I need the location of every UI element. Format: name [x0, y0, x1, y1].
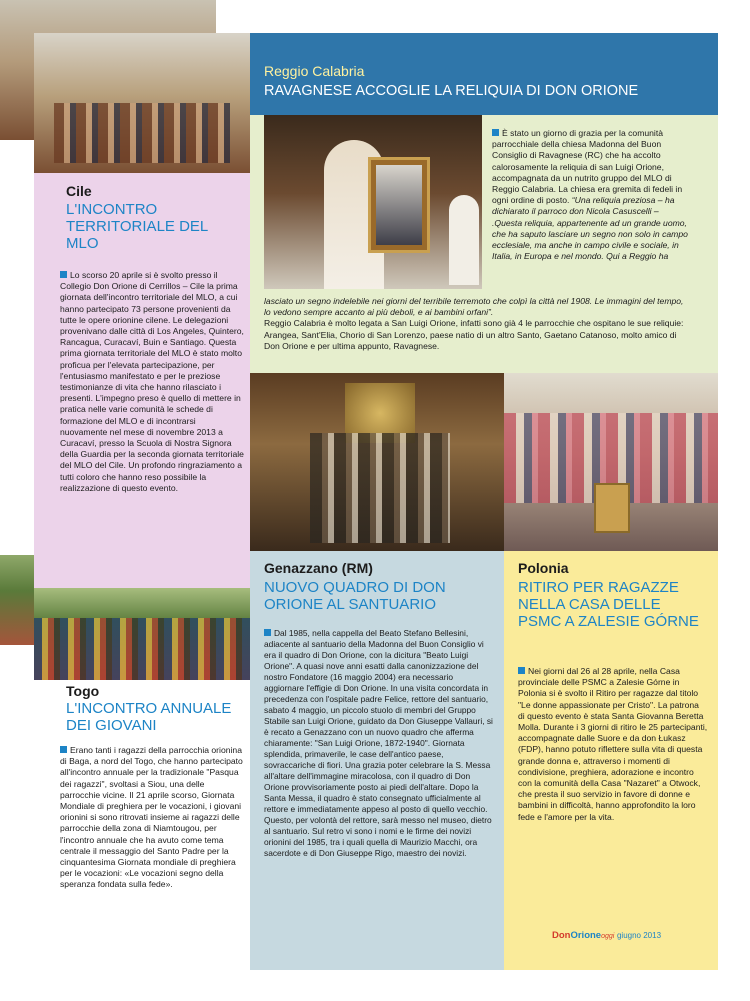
genazzano-body: [264, 628, 494, 859]
bullet-square-icon: [492, 129, 499, 136]
reggio-headline: RAVAGNESE ACCOGLIE LA RELIQUIA DI DON ORIONE: [264, 83, 639, 99]
cile-text: Lo scorso 20 aprile si è svolto presso il Collegio Don Orione di Cerrillos – Cile la prima giornata dell'incontro territoriale del MLO, a cui hanno partecipato 73 persone provenienti da tutte le opere orionine cilene. Le delegazioni provenivano dalle città di Los Angeles, Quintero, Rancagua, Curacaví, Buin e Santiago. Questa prima giornata territoriale del MLO è stato molto proficua per l'elevata partecipazione, per l'entusiasmo manifestato e per le preziose testimonianze di vita che hanno rilasciato i presenti. L'impegno preso è quello di mettere in pratica nelle varie comunità le schede di formazione del MLO e di incontrarsi nuovamente nel mese di novembre 2013 a Curacaví, presso la Scuola di Nostra Signora della Guardia per la seconda giornata territoriale del MLO del Cile. Un profondo ringraziamento a tutti coloro che hanno reso possibile la realizzazione di questo evento.: [60, 270, 244, 493]
togo-kicker: Togo: [66, 683, 100, 699]
cile-group-photo: [34, 33, 250, 173]
polonia-retreat-photo: [504, 373, 718, 551]
footer-brand-orione: Orione: [570, 930, 602, 941]
footer-brand: [552, 930, 661, 941]
polonia-text: Nei giorni dal 26 al 28 aprile, nella Casa provinciale delle PSMC a Zalesie Górne in Polonia si è svolto il Ritiro per ragazze dal titolo "Le donne appassionate per Cristo". La patrona di questo evento è stata Santa Giovanna Beretta Molla. Durante i 3 giorni di ritiro le 25 partecipanti, accompagnate dalle Suore e da don Łukasz (FDP), hanno potuto riflettere sulla vita di questa grande donna e, attraverso i momenti di condivisione, preghiera, adorazione e incontro con la comunità della Casa "Nazaret" a Otwock, che presta il suo servizio in favore di donne e bambini in difficoltà, hanno approfondito la loro fede e l'amore per la vita.: [518, 666, 708, 822]
reggio-quote-b: lasciato un segno indelebile nei giorni del terribile terremoto che colpì la città nel 1908. Le immagini del tempo, lo vedono sempre accanto ai più deboli, e ai bambini orfani”.: [264, 296, 684, 318]
reggio-body-1: [492, 128, 690, 262]
genazzano-kicker: Genazzano (RM): [264, 560, 373, 576]
footer-brand-oggi: oggi: [601, 933, 615, 940]
genazzano-text: Dal 1985, nella cappella del Beato Stefano Bellesini, adiacente al santuario della Madonna del Buon Consiglio vi era il quadro di Don Orione, con la dicitura "Beato Luigi Orione". A quasi nove anni esatti dalla canonizzazione del nostro Fondatore (16 maggio 2004) era necessario aggiornare l'effigie di Don Orione. In una visita concordata in precedenza con l'ospitale padre Felice, rettore del santuario, sabato 4 maggio, un piccolo stuolo di membri del Gruppo Stabile san Luigi Orione, guidato da Don Giuseppe Vallauri, si è recato a Genazzano con un nuovo quadro che afferma chiaramente: "San Luigi Orione, 1872-1940". Giornata splendida, primaverile, le case dell'antico paese, sovraccariche di fiori. Una grazia poter celebrare la S. Messa all'altare dell'immagine miracolosa, con il quadro di Don Orione provvisoriamente posto ai piedi dell'altare. Dopo la Santa Messa, il quadro è stato consegnato ufficialmente al rettore e immediatamente appeso al posto di quello vecchio. Questo, per volontà del rettore, sarà messo nel museo, dietro al santuario. Sul retro vi sono i nomi e le firme dei novizi orionini del 1985, tra i quali quella di Maurizio Macchi, ora sacerdote e di Don Giuseppe Rigo, maestro dei novizi.: [264, 628, 493, 858]
genazzano-sanctuary-photo: [250, 373, 504, 551]
bullet-square-icon: [60, 746, 67, 753]
togo-group-photo: [34, 588, 250, 680]
footer-brand-don: Don: [552, 930, 571, 941]
reggio-header: [250, 33, 718, 115]
reggio-text-a: È stato un giorno di grazia per la comunità parrocchiale della chiesa Madonna del Buon Consiglio di Ravagnese (RC) che ha accolto calorosamente la reliquia di san Luigi Orione, accompagnata da un nutrito gruppo del MLO di Reggio Calabria. La chiesa era gremita di fedeli in ogni ordine di posto.: [492, 128, 683, 206]
genazzano-title: NUOVO QUADRO DI DON ORIONE AL SANTUARIO: [264, 579, 446, 613]
reggio-photo: [264, 115, 482, 289]
togo-text: Erano tanti i ragazzi della parrocchia orionina di Baga, a nord del Togo, che hanno partecipato all'incontro annuale per la tradizionale "Pasqua dei ragazzi", svoltasi a Siou, una delle parrocchie vicine. Il 21 aprile scorso, Giornata Mondiale di preghiera per le vocazioni, i giovani orionini si sono ritrovati insieme ai ragazzi delle parrocchie della zona di Niamtougou, per l'incontro annuale che ha avuto come tema centrale il messaggio del Santo Padre per la cinquantesima Giornata mondiale di preghiera per le vocazioni: «Le vocazioni segno della speranza fondata sulla fede».: [60, 745, 243, 890]
reggio-kicker: Reggio Calabria: [264, 63, 365, 79]
togo-title: L'INCONTRO ANNUALE DEI GIOVANI: [66, 700, 232, 734]
bullet-square-icon: [518, 667, 525, 674]
cile-body: [60, 270, 244, 494]
polonia-kicker: Polonia: [518, 560, 569, 576]
cile-kicker: Cile: [66, 183, 92, 199]
bullet-square-icon: [60, 271, 67, 278]
bullet-square-icon: [264, 629, 271, 636]
polonia-title: RITIRO PER RAGAZZE NELLA CASA DELLE PSMC A ZALESIE GÓRNE: [518, 579, 699, 630]
cile-title: L'INCONTRO TERRITORIALE DEL MLO: [66, 201, 208, 252]
reggio-quote-a: “Una reliquia preziosa – ha dichiarato il parroco don Nicola Casuscelli – .Questa reliquia, appartenente ad un grande uomo, che ha saputo lasciare un segno non solo in campo ecclesiale, ma anche in campo civile e sociale, in Italia, in Europa e nel mondo. Qui a Reggio ha: [492, 195, 688, 262]
polonia-body: [518, 666, 708, 823]
reggio-text-b: Reggio Calabria è molto legata a San Luigi Orione, infatti sono già 4 le parrocchie che ospitano le sue reliquie: Arangea, Sant'Elia, Chorio di San Lorenzo, paese natio di un altro Santo, Gaetano Catanoso, molto amico di Don Orione e per ultima appunto, Ravagnese.: [264, 318, 684, 351]
togo-body: [60, 745, 246, 891]
reggio-body-2: [264, 296, 690, 352]
footer-date: giugno 2013: [616, 931, 662, 940]
